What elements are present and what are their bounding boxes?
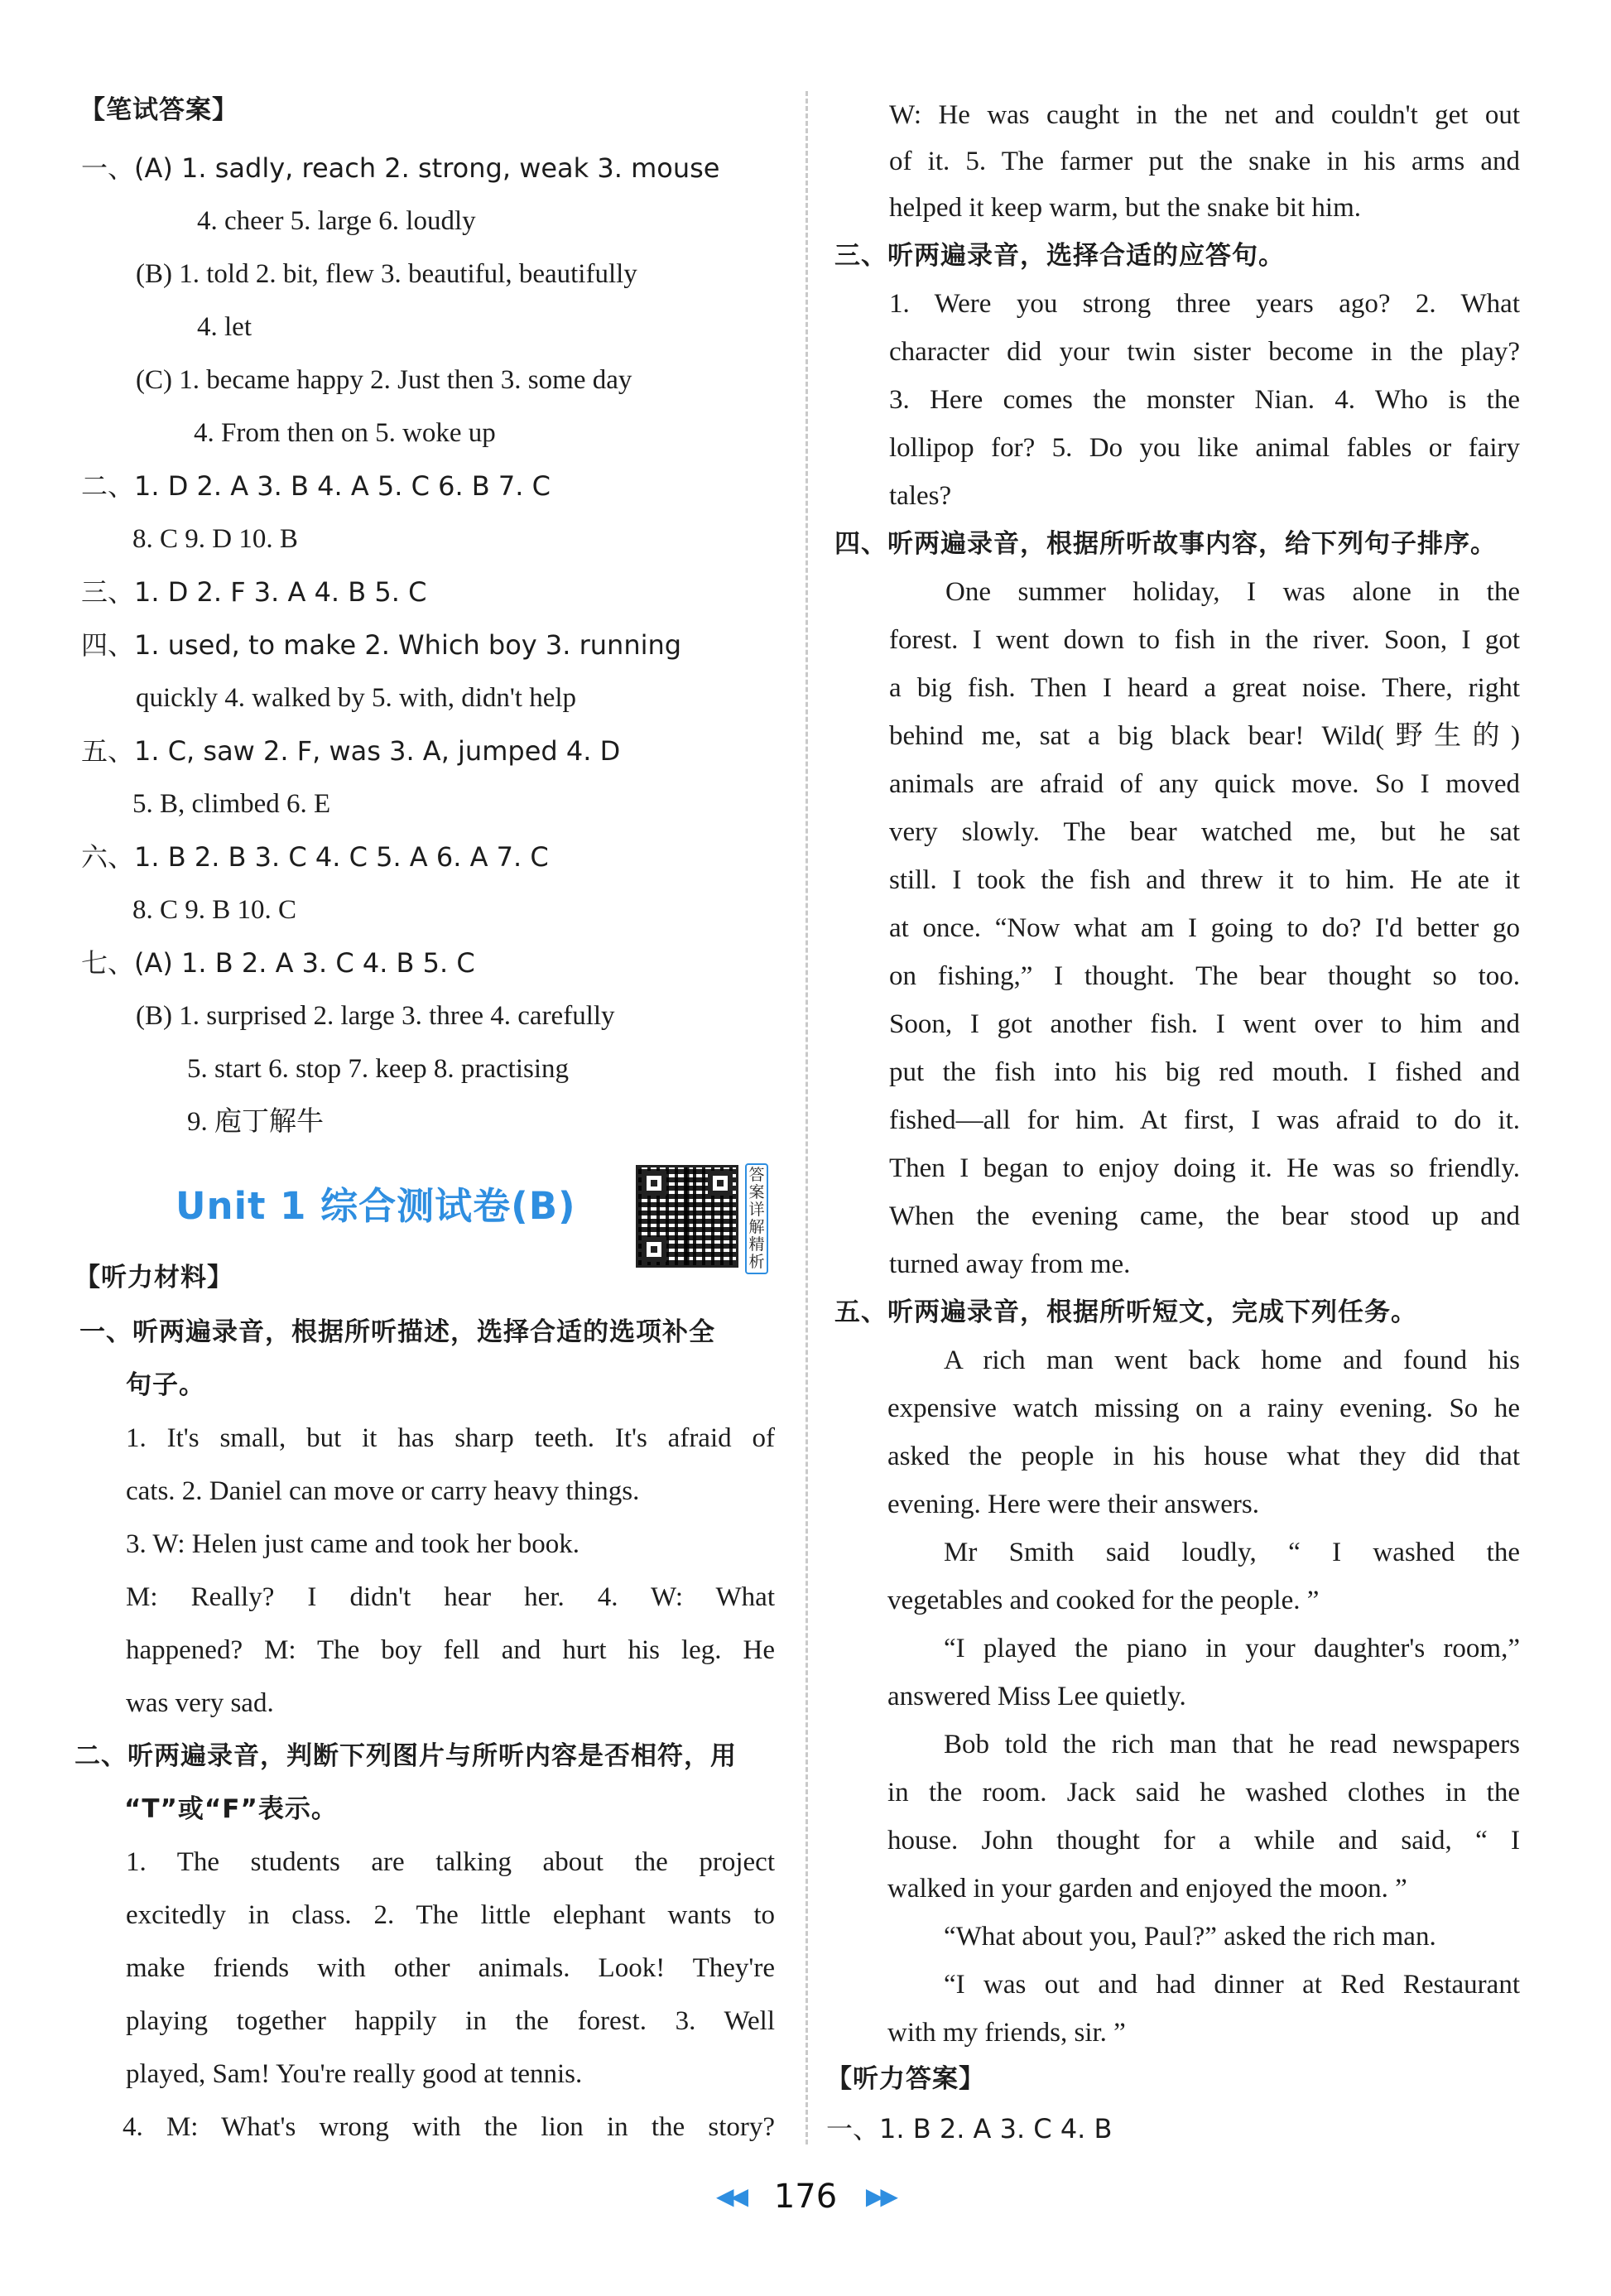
passage-line: “I played the piano in your daughter's room,” bbox=[944, 1634, 1520, 1663]
answer-line: 8. C 9. D 10. B bbox=[132, 524, 298, 554]
passage-line: in the room. Jack said he washed clothes in the bbox=[887, 1778, 1520, 1807]
unit-title: Unit 1 综合测试卷(B) bbox=[176, 1184, 576, 1228]
material-line: was very sad. bbox=[126, 1688, 274, 1718]
written-answers-heading: 【笔试答案】 bbox=[79, 95, 238, 125]
answer-line: 4. let bbox=[197, 312, 252, 342]
answer-line: 4. From then on 5. woke up bbox=[194, 418, 496, 448]
passage-line: answered Miss Lee quietly. bbox=[887, 1682, 1186, 1711]
passage-line: vegetables and cooked for the people. ” bbox=[887, 1586, 1320, 1615]
prev-page-icon[interactable]: ◀◀ bbox=[716, 2183, 746, 2210]
material-line: M: Really? I didn't hear her. 4. W: What bbox=[126, 1582, 775, 1612]
answer-line: 五、1. C, saw 2. F, was 3. A, jumped 4. D bbox=[81, 735, 621, 767]
story-line: on fishing,” I thought. The bear thought so too. bbox=[889, 961, 1520, 991]
story-line: behind me, sat a big black bear! Wild(野生的) bbox=[889, 721, 1520, 751]
passage-line: asked the people in his house what they did that bbox=[887, 1442, 1520, 1471]
material-line: played, Sam! You're really good at tennis. bbox=[126, 2059, 583, 2089]
section2-title-cont: “T”或“F”表示。 bbox=[124, 1794, 338, 1824]
listening-materials-heading: 【听力材料】 bbox=[75, 1263, 233, 1292]
passage-line: walked in your garden and enjoyed the moon. ” bbox=[887, 1874, 1407, 1904]
passage-line: evening. Here were their answers. bbox=[887, 1490, 1259, 1519]
answer-line: (B) 1. told 2. bit, flew 3. beautiful, beautifully bbox=[136, 259, 637, 289]
story-line: put the fish into his big red mouth. I fished and bbox=[889, 1057, 1520, 1087]
section5-title: 五、听两遍录音，根据所听短文，完成下列任务。 bbox=[834, 1297, 1417, 1327]
next-page-icon[interactable]: ▶▶ bbox=[865, 2183, 895, 2210]
story-line: Then I began to enjoy doing it. He was so friendly. bbox=[889, 1153, 1520, 1183]
material-line: 3. W: Helen just came and took her book. bbox=[126, 1529, 580, 1559]
story-line: forest. I went down to fish in the river. Soon, I got bbox=[889, 625, 1520, 655]
answer-line: 4. cheer 5. large 6. loudly bbox=[197, 206, 476, 236]
material-line: 3. Here comes the monster Nian. 4. Who is the bbox=[889, 385, 1520, 415]
answer-line: 四、1. used, to make 2. Which boy 3. running bbox=[81, 629, 682, 661]
listening-answers-line: 一、1. B 2. A 3. C 4. B bbox=[826, 2113, 1113, 2144]
answer-line: 5. start 6. stop 7. keep 8. practising bbox=[187, 1054, 570, 1084]
section3-title: 三、听两遍录音，选择合适的应答句。 bbox=[834, 241, 1285, 271]
material-line: cats. 2. Daniel can move or carry heavy things. bbox=[126, 1476, 640, 1506]
story-line: still. I took the fish and threw it to him. He ate it bbox=[889, 865, 1520, 895]
answer-line: 5. B, climbed 6. E bbox=[132, 789, 331, 819]
material-line: 4. M: What's wrong with the lion in the story? bbox=[123, 2112, 775, 2142]
passage-line: Mr Smith said loudly, “ I washed the bbox=[944, 1538, 1520, 1567]
section4-title: 四、听两遍录音，根据所听故事内容，给下列句子排序。 bbox=[834, 529, 1497, 559]
material-line: W: He was caught in the net and couldn't get out bbox=[889, 100, 1520, 130]
story-line: animals are afraid of any quick move. So I moved bbox=[889, 769, 1520, 799]
material-line: character did your twin sister become in the play? bbox=[889, 337, 1520, 367]
answer-line: 9. 庖丁解牛 bbox=[187, 1107, 324, 1137]
section1-title-cont: 句子。 bbox=[126, 1370, 205, 1400]
passage-line: “I was out and had dinner at Red Restaurant bbox=[944, 1970, 1520, 2000]
passage-line: house. John thought for a while and said, “ I bbox=[887, 1826, 1520, 1856]
answer-line: 一、(A) 1. sadly, reach 2. strong, weak 3. mouse bbox=[81, 152, 720, 184]
material-line: make friends with other animals. Look! They're bbox=[126, 1953, 775, 1983]
passage-line: expensive watch missing on a rainy evening. So he bbox=[887, 1393, 1520, 1423]
answer-line: (B) 1. surprised 2. large 3. three 4. carefully bbox=[136, 1001, 615, 1031]
story-line: turned away from me. bbox=[889, 1249, 1131, 1279]
material-line: excitedly in class. 2. The little elephant wants to bbox=[126, 1900, 775, 1930]
passage-line: Bob told the rich man that he read newspapers bbox=[944, 1730, 1520, 1759]
material-line: of it. 5. The farmer put the snake in his arms and bbox=[889, 147, 1520, 176]
material-line: 1. Were you strong three years ago? 2. What bbox=[889, 289, 1520, 319]
column-divider bbox=[806, 91, 808, 2144]
story-line: at once. “Now what am I going to do? I'd better go bbox=[889, 913, 1520, 943]
story-line: very slowly. The bear watched me, but he sat bbox=[889, 817, 1520, 847]
qr-code-icon[interactable] bbox=[636, 1165, 738, 1268]
passage-line: “What about you, Paul?” asked the rich man. bbox=[944, 1922, 1436, 1952]
story-line: When the evening came, the bear stood up and bbox=[889, 1201, 1520, 1231]
section1-title: 一、听两遍录音，根据所听描述，选择合适的选项补全 bbox=[79, 1317, 715, 1347]
material-line: playing together happily in the forest. 3. Well bbox=[126, 2006, 775, 2036]
material-line: 1. It's small, but it has sharp teeth. It's afraid of bbox=[126, 1423, 775, 1453]
page-number: 176 bbox=[773, 2178, 838, 2216]
answer-line: quickly 4. walked by 5. with, didn't help bbox=[136, 683, 577, 713]
listening-answers-heading: 【听力答案】 bbox=[826, 2064, 985, 2094]
story-line: a big fish. Then I heard a great noise. There, right bbox=[889, 673, 1520, 703]
answer-line: 六、1. B 2. B 3. C 4. C 5. A 6. A 7. C bbox=[81, 841, 549, 873]
material-line: lollipop for? 5. Do you like animal fables or fairy bbox=[889, 433, 1520, 463]
section2-title: 二、听两遍录音，判断下列图片与所听内容是否相符，用 bbox=[75, 1741, 737, 1771]
answer-line: 二、1. D 2. A 3. B 4. A 5. C 6. B 7. C bbox=[81, 470, 551, 502]
answer-line: 七、(A) 1. B 2. A 3. C 4. B 5. C bbox=[81, 947, 475, 979]
answer-line: 8. C 9. B 10. C bbox=[132, 895, 297, 925]
answer-line: 三、1. D 2. F 3. A 4. B 5. C bbox=[81, 576, 427, 608]
passage-line: A rich man went back home and found his bbox=[944, 1345, 1520, 1375]
material-line: 1. The students are talking about the project bbox=[126, 1847, 775, 1877]
material-line: tales? bbox=[889, 481, 952, 511]
answer-line: (C) 1. became happy 2. Just then 3. some day bbox=[136, 365, 632, 395]
page-footer bbox=[0, 2178, 1611, 2216]
story-line: fished—all for him. At first, I was afraid to do it. bbox=[889, 1105, 1520, 1135]
story-line: One summer holiday, I was alone in the bbox=[945, 577, 1520, 607]
story-line: Soon, I got another fish. I went over to him and bbox=[889, 1009, 1520, 1039]
passage-line: with my friends, sir. ” bbox=[887, 2018, 1126, 2048]
material-line: happened? M: The boy fell and hurt his leg. He bbox=[126, 1635, 775, 1665]
qr-label: 答案详解精析 bbox=[745, 1163, 768, 1274]
material-line: helped it keep warm, but the snake bit him. bbox=[889, 193, 1362, 223]
